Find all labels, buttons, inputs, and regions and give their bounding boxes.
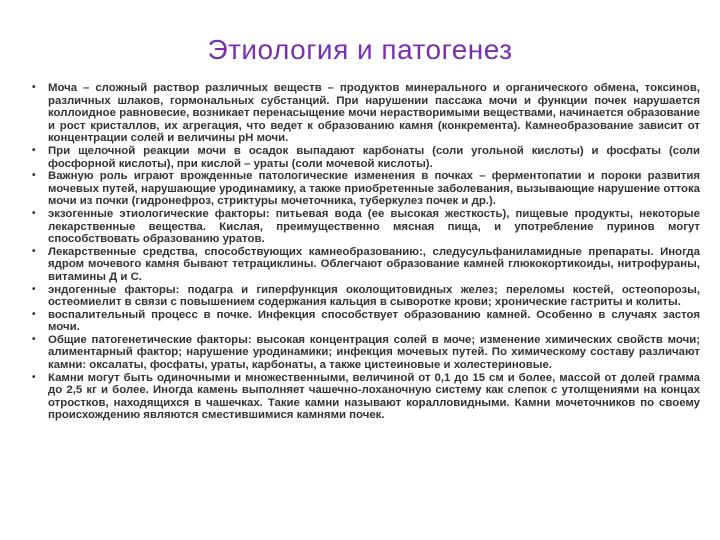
list-item [32,372,700,422]
bullet-icon: • [32,308,36,320]
list-item [32,284,700,309]
bullet-icon: • [32,283,36,295]
list-item-text: Важную роль играют врожденные патологические изменения в почках – ферментопатии и пороки развития мочевых путей, нарушающие уродинамику, а также приобретенные заболевания, вызывающие нарушение оттока мочи из почки (гидронефроз, стриктуры мочеточника, туберкулез почек и др.). [48,170,700,208]
bullet-icon: • [32,245,36,257]
list-item [32,82,700,145]
slide-title: Этиология и патогенез [207,34,513,65]
bullet-icon: • [32,207,36,219]
bullet-list [32,82,700,422]
list-item-text: эндогенные факторы: подагра и гиперфункция околощитовидных желез; переломы костей, остеопорозы, остеомиелит в связи с повышением содержания кальция в сыворотке крови; хронические гастриты и колиты. [48,283,700,309]
bullet-icon: • [32,144,36,156]
list-item [32,246,700,284]
bullet-icon: • [32,371,36,383]
bullet-icon: • [32,333,36,345]
list-item-text: воспалительный процесс в почке. Инфекция способствует образованию камней. Особенно в случаях застоя мочи. [48,308,700,334]
list-item-text: Общие патогенетические факторы: высокая концентрация солей в моче; изменение химических свойств мочи; алиментарный фактор; нарушение уродинамики; инфекция мочевых путей. По химическому составу различают камни: оксалаты, фосфаты, ураты, карбонаты, а также цистеиновые и холестериновые. [48,333,700,372]
list-item [32,208,700,246]
bullet-icon: • [32,82,36,93]
list-item [32,170,700,208]
bullet-icon: • [32,170,36,182]
list-item-text: При щелочной реакции мочи в осадок выпадают карбонаты (соли угольной кислоты) и фосфаты (соли фосфорной кислоты), при кислой – ураты (соли мочевой кислоты). [48,144,700,170]
list-item [32,334,700,372]
list-item-text: Лекарственные средства, способствующих камнеобразованию:, следусульфаниламидные препараты. Иногда ядром мочевого камня бывают тетрациклины. Облегчают образование камней глюкокортикоиды, нитрофураны, витамины Д и С. [48,245,700,283]
list-item-text: экзогенные этиологические факторы: питьевая вода (ее высокая жесткость), пищевые продукты, некоторые лекарственные вещества. Кислая, преимущественно мясная пища, и употребление пуринов могут способствовать образованию уратов. [48,207,700,246]
list-item-text: Моча – сложный раствор различных веществ – продуктов минерального и органического обмена, токсинов, различных шлаков, гормональных субстанций. При нарушении пассажа мочи и функции почек нарушается коллоидное равновесие, возникает перенасыщение мочи нерастворимыми веществами, начинается образование и рост кристаллов, их агрегация, что ведет к образованию камня (конкремента). Камнеобразование зависит от концентрации солей и величины pH мочи. [48,82,700,145]
list-item [32,309,700,334]
list-item-text: Камни могут быть одиночными и множественными, величиной от 0,1 до 15 см и более, массой от долей грамма до 2,5 кг и более. Иногда камень выполняет чашечно-лоханочную систему как слепок с утолщениями на концах отростков, находящихся в чашечках. Такие камни называют коралловидными. Камни мочеточников по своему происхождению являются сместившимися камнями почек. [48,371,700,422]
list-item [32,145,700,170]
